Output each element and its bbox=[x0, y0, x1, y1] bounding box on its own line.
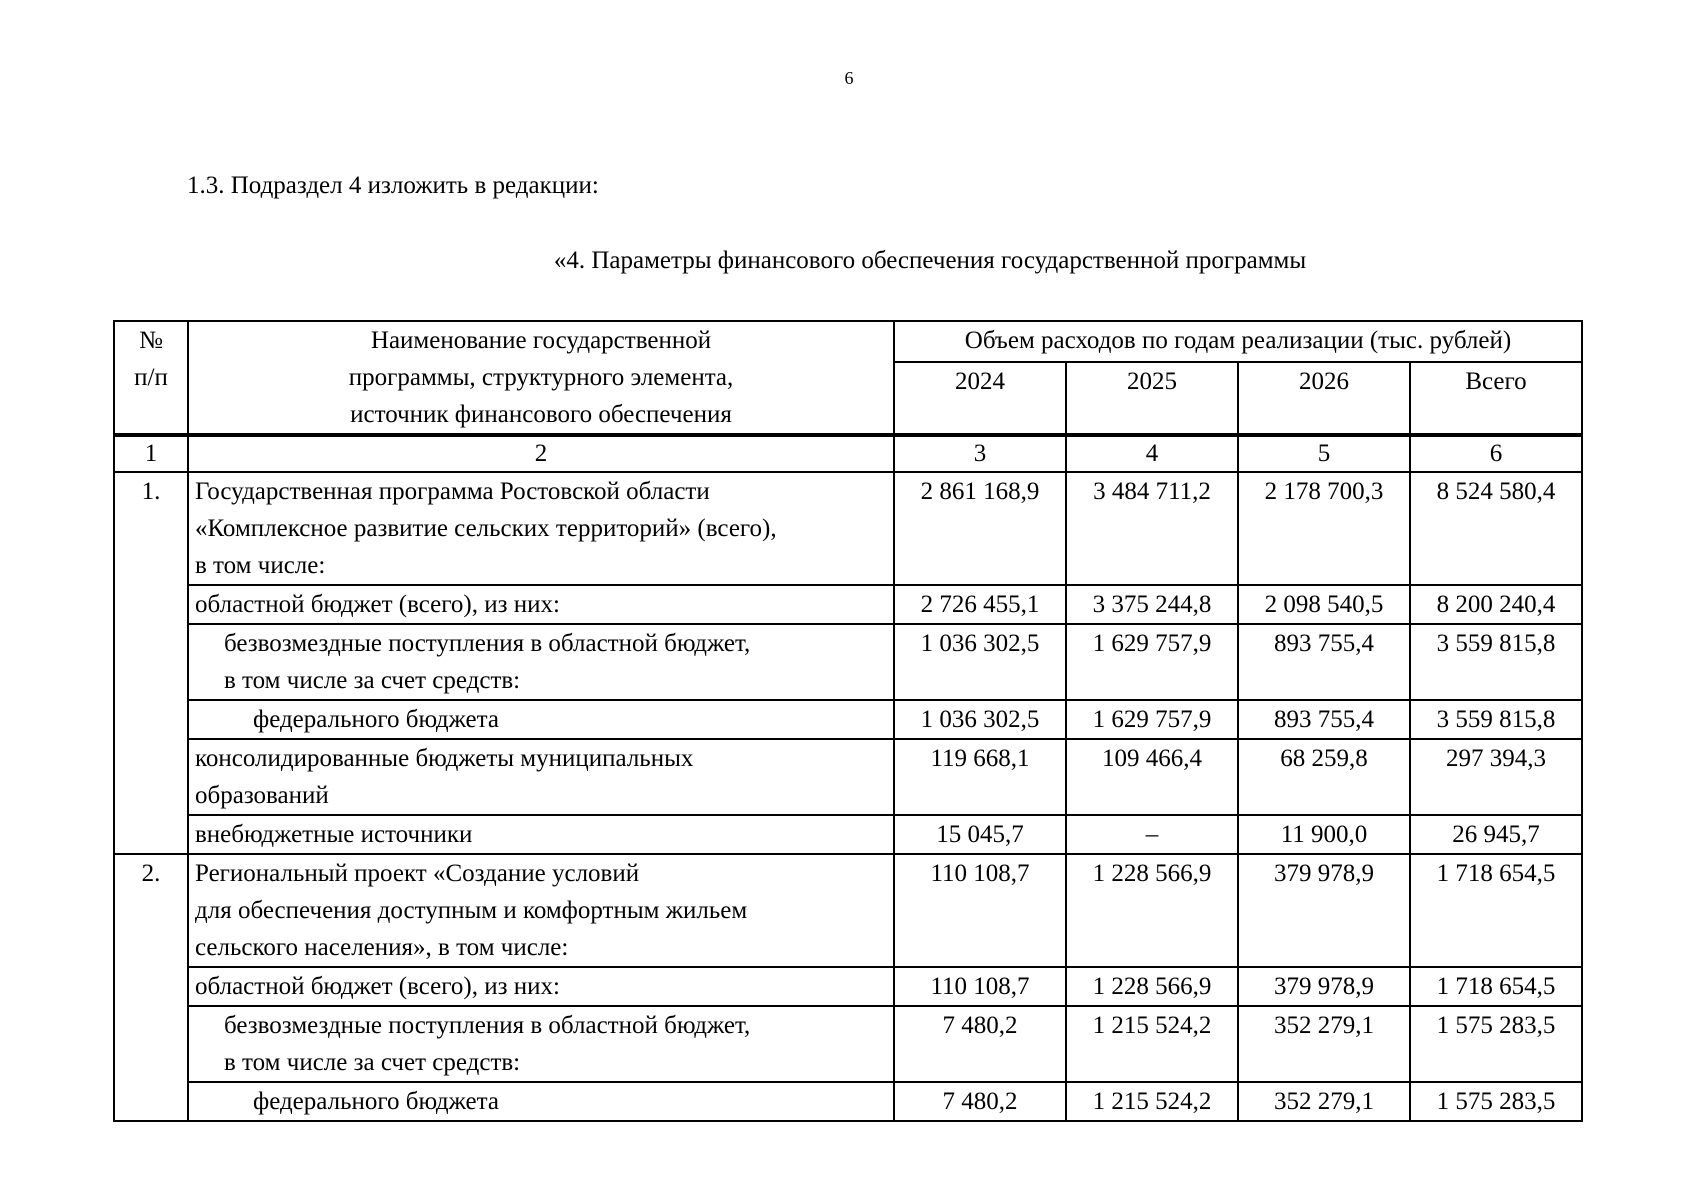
cell-2024: 110 108,7 bbox=[894, 967, 1066, 1006]
intro-paragraph: 1.3. Подраздел 4 изложить в редакции: bbox=[187, 172, 599, 199]
header-year-2025: 2025 bbox=[1066, 362, 1238, 435]
cell-2026: 893 755,4 bbox=[1238, 624, 1410, 700]
cell-total: 8 524 580,4 bbox=[1410, 472, 1582, 585]
cell-total: 26 945,7 bbox=[1410, 815, 1582, 854]
row-name: внебюджетные источники bbox=[188, 815, 894, 854]
row-name: Региональный проект «Создание условий для обеспечения доступным и комфортным жильем сельского населения», в том числе: bbox=[188, 854, 894, 967]
column-number: 4 bbox=[1066, 435, 1238, 472]
table-row bbox=[114, 854, 1582, 967]
cell-2024: 1 036 302,5 bbox=[894, 624, 1066, 700]
table-row bbox=[114, 472, 1582, 585]
table-row bbox=[114, 815, 1582, 854]
cell-2026: 352 279,1 bbox=[1238, 1006, 1410, 1082]
cell-2024: 2 861 168,9 bbox=[894, 472, 1066, 585]
row-name: областной бюджет (всего), из них: bbox=[188, 585, 894, 624]
row-name: Государственная программа Ростовской области «Комплексное развитие сельских территорий» (всего), в том числе: bbox=[188, 472, 894, 585]
cell-2026: 68 259,8 bbox=[1238, 739, 1410, 815]
cell-total: 1 718 654,5 bbox=[1410, 854, 1582, 967]
row-name: безвозмездные поступления в областной бюджет, в том числе за счет средств: bbox=[188, 624, 894, 700]
row-index: 2. bbox=[114, 854, 188, 1121]
cell-total: 297 394,3 bbox=[1410, 739, 1582, 815]
table-row bbox=[114, 700, 1582, 739]
table-row bbox=[114, 1006, 1582, 1082]
cell-2025: 3 484 711,2 bbox=[1066, 472, 1238, 585]
cell-total: 8 200 240,4 bbox=[1410, 585, 1582, 624]
cell-2026: 11 900,0 bbox=[1238, 815, 1410, 854]
row-name: областной бюджет (всего), из них: bbox=[188, 967, 894, 1006]
header-year-2024: 2024 bbox=[894, 362, 1066, 435]
column-number: 3 bbox=[894, 435, 1066, 472]
cell-total: 1 575 283,5 bbox=[1410, 1082, 1582, 1121]
cell-2025: 1 228 566,9 bbox=[1066, 854, 1238, 967]
cell-2025: 3 375 244,8 bbox=[1066, 585, 1238, 624]
cell-2026: 893 755,4 bbox=[1238, 700, 1410, 739]
row-name: федерального бюджета bbox=[188, 1082, 894, 1121]
cell-2025: 1 228 566,9 bbox=[1066, 967, 1238, 1006]
cell-2025: 1 629 757,9 bbox=[1066, 700, 1238, 739]
cell-2025: 1 629 757,9 bbox=[1066, 624, 1238, 700]
cell-total: 3 559 815,8 bbox=[1410, 624, 1582, 700]
table-row bbox=[114, 624, 1582, 700]
cell-total: 1 575 283,5 bbox=[1410, 1006, 1582, 1082]
page-number: 6 bbox=[844, 68, 854, 88]
cell-2024: 7 480,2 bbox=[894, 1082, 1066, 1121]
financing-table bbox=[113, 320, 1583, 1122]
cell-2025: 1 215 524,2 bbox=[1066, 1006, 1238, 1082]
column-numbers-row bbox=[114, 435, 1582, 472]
table-row bbox=[114, 585, 1582, 624]
cell-2026: 379 978,9 bbox=[1238, 967, 1410, 1006]
column-number: 5 bbox=[1238, 435, 1410, 472]
cell-2024: 110 108,7 bbox=[894, 854, 1066, 967]
header-num: № п/п bbox=[114, 321, 188, 435]
header-total: Всего bbox=[1410, 362, 1582, 435]
row-name: консолидированные бюджеты муниципальных образований bbox=[188, 739, 894, 815]
cell-total: 3 559 815,8 bbox=[1410, 700, 1582, 739]
column-number: 2 bbox=[188, 435, 894, 472]
cell-2024: 119 668,1 bbox=[894, 739, 1066, 815]
row-name: федерального бюджета bbox=[188, 700, 894, 739]
cell-2024: 2 726 455,1 bbox=[894, 585, 1066, 624]
section-title: «4. Параметры финансового обеспечения государственной программы bbox=[553, 247, 1307, 274]
header-expenses-group: Объем расходов по годам реализации (тыс. рублей) bbox=[894, 321, 1582, 362]
cell-2025: 1 215 524,2 bbox=[1066, 1082, 1238, 1121]
cell-total: 1 718 654,5 bbox=[1410, 967, 1582, 1006]
cell-2025: 109 466,4 bbox=[1066, 739, 1238, 815]
column-number: 6 bbox=[1410, 435, 1582, 472]
cell-2025: – bbox=[1066, 815, 1238, 854]
row-name: безвозмездные поступления в областной бюджет, в том числе за счет средств: bbox=[188, 1006, 894, 1082]
cell-2024: 1 036 302,5 bbox=[894, 700, 1066, 739]
cell-2026: 379 978,9 bbox=[1238, 854, 1410, 967]
row-index: 1. bbox=[114, 472, 188, 854]
header-name: Наименование государственной программы, структурного элемента, источник финансового обеспечения bbox=[188, 321, 894, 435]
table-row bbox=[114, 739, 1582, 815]
header-year-2026: 2026 bbox=[1238, 362, 1410, 435]
column-number: 1 bbox=[114, 435, 188, 472]
cell-2024: 7 480,2 bbox=[894, 1006, 1066, 1082]
table-row bbox=[114, 1082, 1582, 1121]
cell-2024: 15 045,7 bbox=[894, 815, 1066, 854]
table-row bbox=[114, 967, 1582, 1006]
cell-2026: 2 178 700,3 bbox=[1238, 472, 1410, 585]
cell-2026: 2 098 540,5 bbox=[1238, 585, 1410, 624]
cell-2026: 352 279,1 bbox=[1238, 1082, 1410, 1121]
